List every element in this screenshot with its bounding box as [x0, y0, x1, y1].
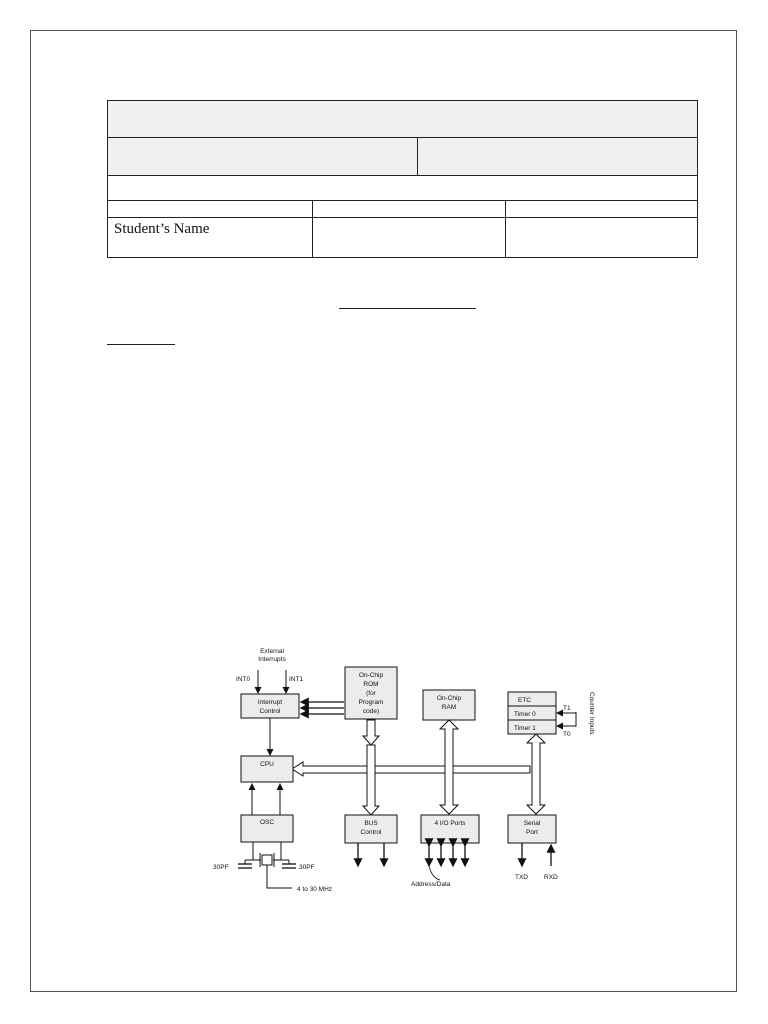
ram-label: On-Chip: [436, 695, 462, 702]
ram-label: RAM: [441, 704, 457, 711]
rom-label: Program: [358, 699, 384, 706]
rom-label: (for: [366, 690, 376, 697]
osc-label: OSC: [259, 819, 275, 826]
student-name-value: [313, 218, 506, 258]
table-row: [108, 101, 698, 138]
table-cell: [108, 101, 698, 138]
microcontroller-block-diagram: [200, 640, 600, 900]
timer-serial-bus-arrow: [527, 734, 545, 814]
table-cell: [506, 201, 698, 218]
interrupt-control-label: Control: [259, 708, 281, 715]
int1-label: INT1: [289, 676, 304, 683]
t1-input-arrow: [557, 712, 576, 713]
rom-label: code): [362, 708, 380, 715]
timer0-label: Timer 0: [514, 711, 536, 718]
rom-label: ROM: [363, 681, 379, 688]
t0-label: T0: [563, 731, 571, 738]
rom-bus-arrow: [363, 720, 379, 745]
io-ports-label: 4 I/O Ports: [434, 820, 466, 827]
student-info-table: [107, 100, 698, 258]
external-interrupts-label: External: [260, 648, 284, 655]
t1-label: T1: [563, 705, 571, 712]
internal-bus-arrow: [292, 762, 530, 776]
bus-control-label: BUS: [364, 820, 378, 827]
bus-control-arrow: [363, 745, 379, 815]
section-heading-underline: [107, 344, 175, 345]
table-row: [108, 218, 698, 258]
cpu-label: CPU: [260, 761, 274, 768]
timer1-label: Timer 1: [514, 725, 536, 732]
table-row: [108, 138, 698, 176]
rom-label: On-Chip: [358, 672, 384, 679]
t0-input-arrow: [557, 721, 576, 726]
table-row: [108, 201, 698, 218]
txd-label: TXD: [515, 874, 528, 881]
cap-left-label: 30PF: [213, 864, 229, 871]
etc-label: ETC: [518, 697, 531, 704]
table-cell: [506, 218, 698, 258]
interrupt-control-label: Interrupt: [257, 699, 283, 706]
table-row: [108, 176, 698, 201]
crystal-icon: [262, 855, 272, 865]
table-cell: [108, 176, 698, 201]
address-data-leader: [429, 866, 440, 880]
serial-port-label: Serial: [523, 820, 541, 827]
title-underline: [339, 308, 476, 309]
table-cell: [108, 201, 313, 218]
bus-control-label: Control: [360, 829, 382, 836]
table-cell: [418, 138, 698, 176]
student-name-label: Student’s Name: [108, 218, 313, 258]
serial-port-label: Port: [526, 829, 538, 836]
external-interrupts-label: Interrupts: [258, 656, 286, 663]
address-data-label: Address/Data: [411, 881, 451, 888]
crystal-frequency-label: 4 to 30 MHz: [297, 886, 333, 893]
rxd-label: RXD: [544, 874, 558, 881]
counter-inputs-label: Counter Inputs: [588, 692, 595, 735]
cap-right-label: 30PF: [299, 864, 315, 871]
table-cell: [108, 138, 418, 176]
int0-label: INT0: [236, 676, 251, 683]
cpu-block: [241, 756, 293, 782]
table-cell: [313, 201, 506, 218]
